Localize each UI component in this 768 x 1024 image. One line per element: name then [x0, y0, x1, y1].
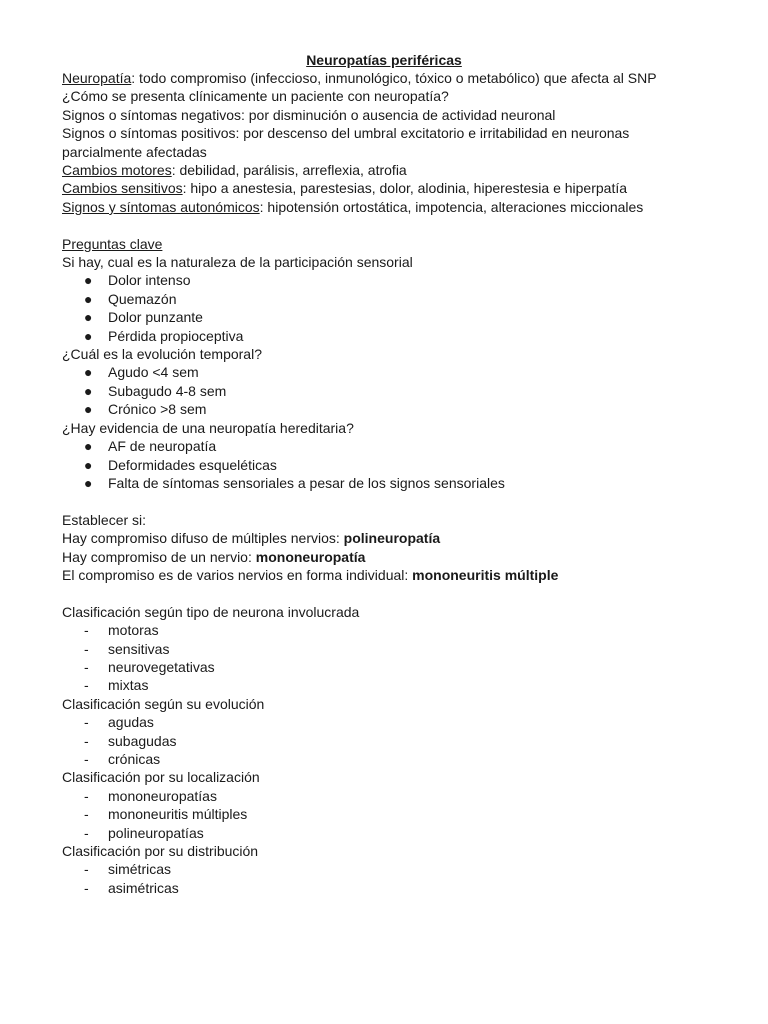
list-item — [62, 474, 702, 492]
key-question: ¿Hay evidencia de una neuropatía hereditaria? — [62, 419, 354, 436]
list-item — [62, 290, 702, 308]
list-item — [62, 327, 702, 345]
list-item-text: sensitivas — [108, 640, 170, 657]
list-item-text: mononeuropatías — [108, 787, 217, 804]
establish-heading: Establecer si: — [62, 511, 147, 528]
list-item — [62, 732, 702, 750]
clinical-question: ¿Cómo se presenta clínicamente un paciente con neuropatía? — [62, 88, 449, 105]
list — [62, 437, 702, 492]
negative-signs: Signos o síntomas negativos: por disminución o ausencia de actividad neuronal — [62, 106, 556, 123]
list-item — [62, 621, 702, 639]
dash-marker: - — [84, 732, 89, 749]
dash-marker: - — [84, 640, 89, 657]
bullet-marker: ● — [84, 456, 93, 473]
dash-marker: - — [84, 714, 89, 731]
key-question: Si hay, cual es la naturaleza de la participación sensorial — [62, 254, 413, 271]
spacer — [62, 584, 702, 602]
establish-term: mononeuropatía — [255, 548, 366, 565]
list-item — [62, 640, 702, 658]
bullet-marker: ● — [84, 272, 93, 289]
classification-heading: Clasificación por su distribución — [62, 843, 259, 860]
sensory-changes — [62, 179, 702, 197]
list-item — [62, 676, 702, 694]
dash-marker: - — [84, 622, 89, 639]
motor-term: Cambios motores — [62, 162, 172, 179]
dash-marker: - — [84, 658, 89, 675]
list-item-text: Crónico >8 sem — [108, 401, 207, 418]
list-item — [62, 713, 702, 731]
neuropathy-definition — [62, 69, 702, 87]
document-title: Neuropatías periféricas — [306, 52, 462, 68]
list-item — [62, 787, 702, 805]
list-item-text: simétricas — [108, 861, 172, 878]
bullet-marker: ● — [84, 309, 93, 326]
establish-line — [62, 529, 702, 547]
list — [62, 713, 702, 768]
spacer — [62, 216, 702, 234]
list-item — [62, 271, 702, 289]
establish-line — [62, 548, 702, 566]
establish-line — [62, 566, 702, 584]
autonomic-text: : hipotensión ortostática, impotencia, alteraciones miccionales — [259, 198, 644, 215]
motor-changes — [62, 161, 702, 179]
classifications-section — [62, 603, 702, 898]
establish-term: polineuropatía — [343, 530, 441, 547]
bullet-marker: ● — [84, 382, 93, 399]
list-item — [62, 879, 702, 897]
list-item-text: Deformidades esqueléticas — [108, 456, 277, 473]
dash-marker: - — [84, 677, 89, 694]
list — [62, 621, 702, 695]
positive-signs: Signos o síntomas positivos: por descenso del umbral excitatorio e irritabilidad en neuronas parcialmente afectadas — [62, 125, 630, 160]
list-item — [62, 805, 702, 823]
definition-term: Neuropatía — [62, 70, 132, 86]
establish-text: El compromiso es de varios nervios en forma individual: — [62, 566, 413, 583]
list-item-text: AF de neuropatía — [108, 438, 217, 455]
bullet-marker: ● — [84, 290, 93, 307]
classification-heading: Clasificación según tipo de neurona involucrada — [62, 603, 360, 620]
list-item-text: Dolor punzante — [108, 309, 203, 326]
document-body — [62, 69, 702, 897]
bullet-marker: ● — [84, 327, 93, 344]
bullet-marker: ● — [84, 401, 93, 418]
motor-text: : debilidad, parálisis, arreflexia, atrofia — [171, 162, 407, 179]
list-item-text: Agudo <4 sem — [108, 364, 199, 381]
list-item-text: Pérdida propioceptiva — [108, 327, 244, 344]
list — [62, 363, 702, 418]
list-item-text: agudas — [108, 714, 154, 731]
list-item — [62, 860, 702, 878]
dash-marker: - — [84, 879, 89, 896]
establish-text: Hay compromiso difuso de múltiples nervios: — [62, 530, 344, 547]
autonomic-signs — [62, 198, 702, 216]
list-item-text: Quemazón — [108, 290, 177, 307]
establish-text: Hay compromiso de un nervio: — [62, 548, 256, 565]
list-item-text: Falta de síntomas sensoriales a pesar de los signos sensoriales — [108, 474, 505, 491]
classification-heading: Clasificación por su localización — [62, 769, 260, 786]
list-item — [62, 437, 702, 455]
list-item — [62, 382, 702, 400]
list-item-text: mononeuritis múltiples — [108, 806, 248, 823]
key-questions-heading: Preguntas clave — [62, 235, 163, 252]
list-item — [62, 658, 702, 676]
dash-marker: - — [84, 824, 89, 841]
list-item-text: neurovegetativas — [108, 658, 215, 675]
dash-marker: - — [84, 750, 89, 767]
list — [62, 787, 702, 842]
list-item-text: Subagudo 4-8 sem — [108, 382, 227, 399]
dash-marker: - — [84, 861, 89, 878]
list — [62, 860, 702, 897]
list-item-text: polineuropatías — [108, 824, 204, 841]
list-item-text: subagudas — [108, 732, 177, 749]
bullet-marker: ● — [84, 474, 93, 491]
list-item — [62, 308, 702, 326]
list-item — [62, 363, 702, 381]
autonomic-term: Signos y síntomas autonómicos — [62, 198, 260, 215]
list-item — [62, 824, 702, 842]
dash-marker: - — [84, 787, 89, 804]
list-item-text: asimétricas — [108, 879, 179, 896]
establish-section — [62, 529, 702, 584]
key-questions-section — [62, 253, 702, 492]
classification-heading: Clasificación según su evolución — [62, 695, 265, 712]
sensory-term: Cambios sensitivos — [62, 180, 183, 197]
bullet-marker: ● — [84, 438, 93, 455]
list-item-text: motoras — [108, 622, 159, 639]
spacer — [62, 492, 702, 510]
sensory-text: : hipo a anestesia, parestesias, dolor, alodinia, hiperestesia e hiperpatía — [182, 180, 628, 197]
list-item-text: crónicas — [108, 750, 161, 767]
list-item-text: Dolor intenso — [108, 272, 191, 289]
bullet-marker: ● — [84, 364, 93, 381]
list-item — [62, 750, 702, 768]
list — [62, 271, 702, 345]
list-item — [62, 400, 702, 418]
definition-text: : todo compromiso (infeccioso, inmunológico, tóxico o metabólico) que afecta al SNP — [131, 70, 657, 86]
list-item-text: mixtas — [108, 677, 149, 694]
key-question: ¿Cuál es la evolución temporal? — [62, 346, 262, 363]
list-item — [62, 456, 702, 474]
establish-term: mononeuritis múltiple — [412, 566, 559, 583]
dash-marker: - — [84, 806, 89, 823]
